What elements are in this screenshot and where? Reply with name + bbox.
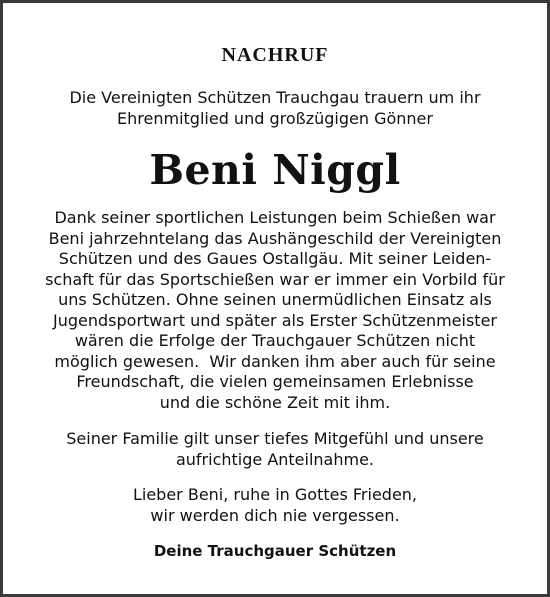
sympathy-paragraph bbox=[15, 428, 535, 470]
tribute-line: und die schöne Zeit mit ihm. bbox=[159, 392, 391, 412]
tribute-paragraph bbox=[15, 208, 535, 413]
notice-title: NACHRUF bbox=[221, 44, 329, 66]
tribute-line: Schützen und des Gaues Ostallgäu. Mit seiner Leiden- bbox=[58, 249, 492, 268]
tribute-line: wären die Erfolge der Trauchgauer Schützen nicht bbox=[74, 331, 476, 350]
tribute-line: Beni jahrzehntelang das Aushängeschild der Vereinigten bbox=[48, 228, 502, 248]
farewell-paragraph bbox=[15, 484, 535, 526]
intro-paragraph bbox=[15, 87, 535, 129]
obituary-content bbox=[15, 3, 535, 561]
intro-line: Die Vereinigten Schützen Trauchgau trauern um ihr bbox=[69, 88, 481, 107]
intro-line: Ehrenmitglied und großzügigen Gönner bbox=[117, 109, 433, 128]
deceased-name: Beni Niggl bbox=[149, 146, 401, 194]
farewell-line: wir werden dich nie vergessen. bbox=[150, 506, 400, 525]
signature: Deine Trauchgauer Schützen bbox=[153, 542, 397, 560]
tribute-line: uns Schützen. Ohne seinen unermüdlichen Einsatz als bbox=[58, 290, 492, 309]
tribute-line: Freundschaft, die vielen gemeinsamen Erlebnisse bbox=[76, 372, 474, 391]
tribute-line: Dank seiner sportlichen Leistungen beim Schießen war bbox=[54, 208, 496, 227]
farewell-line: Lieber Beni, ruhe in Gottes Frieden, bbox=[132, 485, 418, 504]
tribute-line: möglich gewesen. Wir danken ihm aber auch für seine bbox=[54, 351, 496, 371]
tribute-line: Jugendsportwart und später als Erster Schützenmeister bbox=[53, 310, 497, 330]
sympathy-line: aufrichtige Anteilnahme. bbox=[175, 450, 375, 469]
tribute-line: schaft für das Sportschießen war er immer ein Vorbild für bbox=[45, 269, 505, 289]
sympathy-line: Seiner Familie gilt unser tiefes Mitgefühl und unsere bbox=[66, 429, 484, 448]
